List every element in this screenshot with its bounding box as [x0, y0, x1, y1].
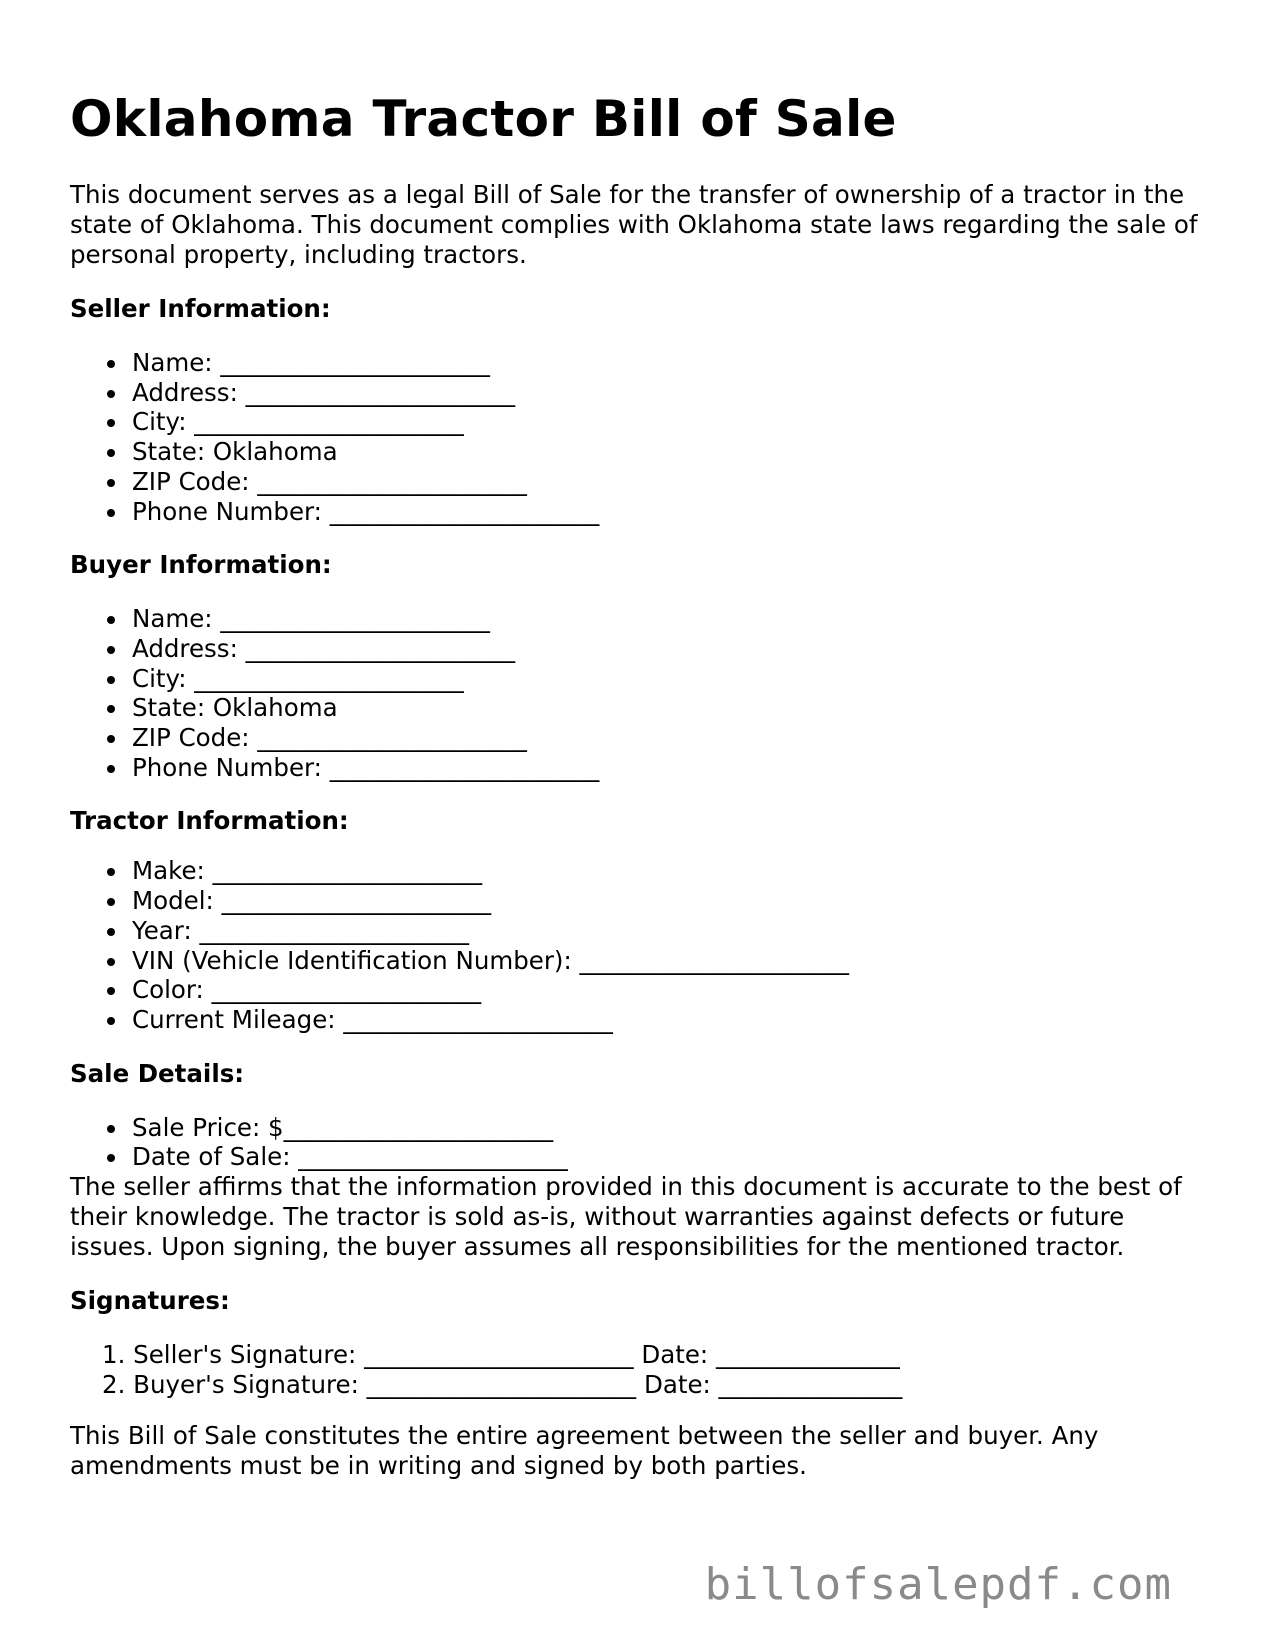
seller-name-field: Name: ______________________: [70, 348, 1210, 378]
tractor-model-field: Model: ______________________: [70, 886, 1210, 916]
buyer-name-field: Name: ______________________: [70, 604, 1210, 634]
closing-paragraph: This Bill of Sale constitutes the entire agreement between the seller and buyer. Any amendments must be in writing and signed by both parties.: [70, 1421, 1099, 1481]
tractor-vin-field: VIN (Vehicle Identification Number): ______________________: [70, 946, 1210, 976]
tractor-mileage-field: Current Mileage: ______________________: [70, 1005, 1210, 1035]
buyer-address-field: Address: ______________________: [70, 634, 1210, 664]
document-title: Oklahoma Tractor Bill of Sale: [70, 90, 897, 148]
sale-heading: Sale Details:: [70, 1058, 245, 1088]
document-page: [70, 0, 1210, 1481]
signatures-heading: Signatures:: [70, 1286, 230, 1316]
tractor-color-field: Color: ______________________: [70, 975, 1210, 1005]
buyer-signature-line: 2. Buyer's Signature: ______________________ Date: _______________: [102, 1369, 903, 1399]
sale-price-field: Sale Price: $______________________: [70, 1113, 1210, 1143]
seller-address-field: Address: ______________________: [70, 378, 1210, 408]
seller-city-field: City: ______________________: [70, 407, 1210, 437]
sale-list: [70, 1113, 1210, 1172]
buyer-city-field: City: ______________________: [70, 664, 1210, 694]
tractor-year-field: Year: ______________________: [70, 916, 1210, 946]
watermark: billofsalepdf.com: [704, 1559, 1172, 1610]
tractor-list: [70, 856, 1210, 1034]
intro-paragraph: This document serves as a legal Bill of Sale for the transfer of ownership of a tractor in the state of Oklahoma. This document complies with Oklahoma state laws regarding the sale of personal property, including tractors.: [70, 180, 1198, 269]
tractor-make-field: Make: ______________________: [70, 856, 1210, 886]
seller-list: [70, 348, 1210, 526]
seller-signature-line: 1. Seller's Signature: ______________________ Date: _______________: [102, 1340, 900, 1370]
seller-state-field: State: Oklahoma: [70, 437, 1210, 467]
buyer-heading: Buyer Information:: [70, 550, 332, 580]
buyer-zip-field: ZIP Code: ______________________: [70, 723, 1210, 753]
seller-zip-field: ZIP Code: ______________________: [70, 467, 1210, 497]
buyer-state-field: State: Oklahoma: [70, 693, 1210, 723]
buyer-list: [70, 604, 1210, 782]
signatures-list: [70, 1340, 1210, 1399]
affirmation-paragraph: The seller affirms that the information provided in this document is accurate to the best of their knowledge. The tractor is sold as-is, without warranties against defects or future issues. Upon signing, the buyer assumes all responsibilities for the mentioned tractor.: [70, 1172, 1182, 1262]
seller-heading: Seller Information:: [70, 294, 331, 323]
buyer-phone-field: Phone Number: ______________________: [70, 753, 1210, 783]
tractor-heading: Tractor Information:: [70, 806, 349, 836]
sale-date-field: Date of Sale: ______________________: [70, 1142, 1210, 1172]
seller-phone-field: Phone Number: ______________________: [70, 497, 1210, 527]
